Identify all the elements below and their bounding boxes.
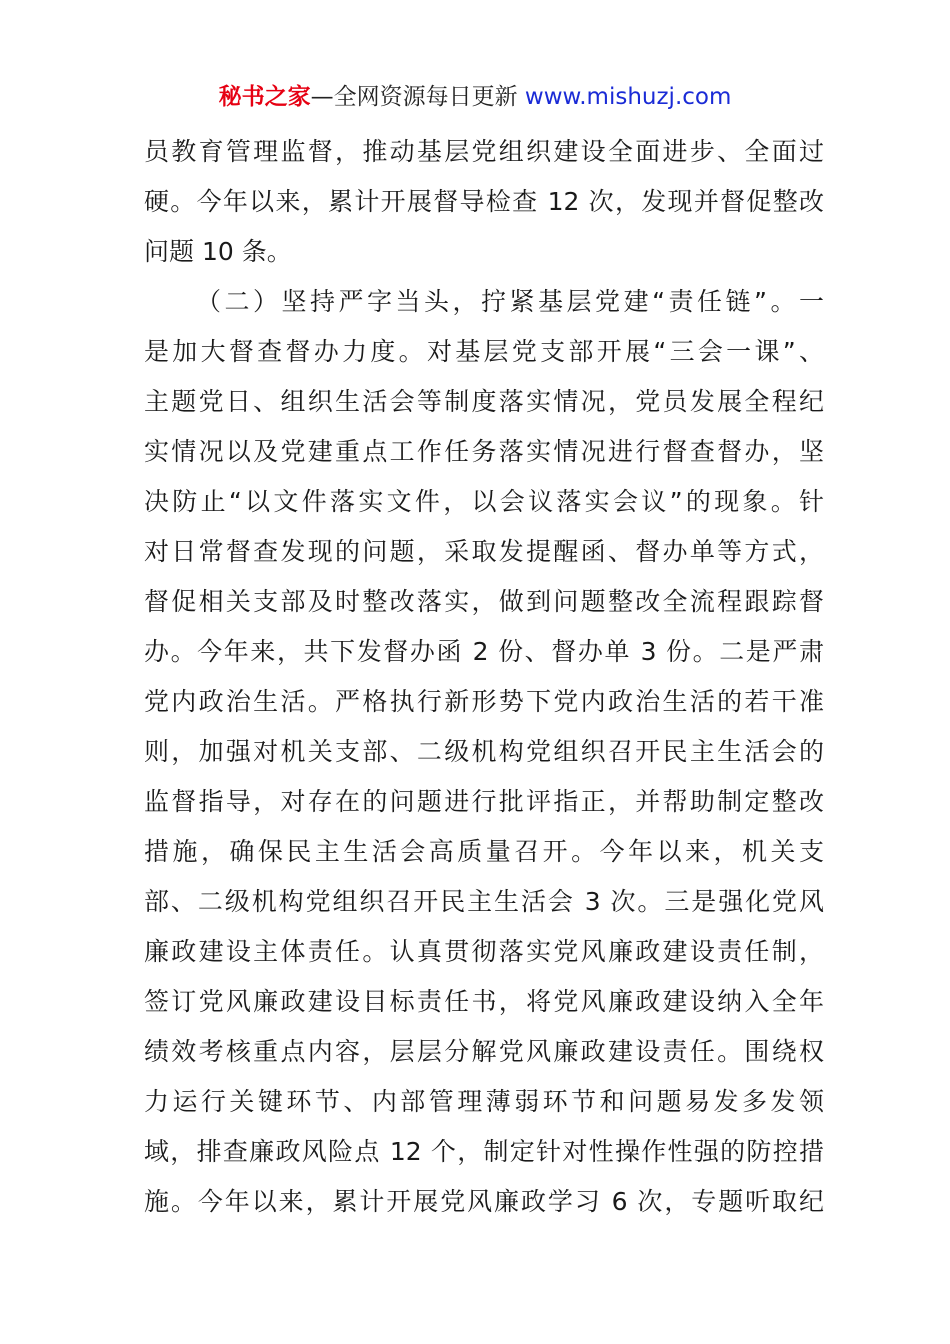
text-line: 决防止“以文件落实文件，以会议落实会议”的现象。针 [144,487,824,516]
brand-name: 秘书之家 [218,84,311,110]
text-line: 力运行关键环节、内部管理薄弱环节和问题易发多发领 [144,1087,824,1116]
text-line: 主题党日、组织生活会等制度落实情况，党员发展全程纪 [144,387,824,416]
text-line: 廉政建设主体责任。认真贯彻落实党风廉政建设责任制， [144,937,824,966]
text-line: 实情况以及党建重点工作任务落实情况进行督查督办，坚 [144,437,824,466]
text-line: 员教育管理监督，推动基层党组织建设全面进步、全面过 [144,137,824,166]
text-line: 监督指导，对存在的问题进行批评指正，并帮助制定整改 [144,787,824,816]
text-line: 则，加强对机关支部、二级机构党组织召开民主生活会的 [144,737,824,766]
text-line: 域，排查廉政风险点 12 个，制定针对性操作性强的防控措 [144,1137,824,1166]
paragraph [144,127,824,277]
text-line: 部、二级机构党组织召开民主生活会 3 次。三是强化党风 [144,887,824,916]
text-line: （二）坚持严字当头，拧紧基层党建“责任链”。一 [196,287,824,316]
text-line: 措施，确保民主生活会高质量召开。今年以来，机关支 [144,837,824,866]
text-line: 硬。今年以来，累计开展督导检查 12 次，发现并督促整改 [144,187,824,216]
site-url-link[interactable]: www.mishuzj.com [524,84,732,110]
text-line: 问题 10 条。 [144,237,292,266]
text-line: 绩效考核重点内容，层层分解党风廉政建设责任。围绕权 [144,1037,824,1066]
text-line: 督促相关支部及时整改落实，做到问题整改全流程跟踪督 [144,587,824,616]
text-line: 对日常督查发现的问题，采取发提醒函、督办单等方式， [144,537,824,566]
text-line: 办。今年来，共下发督办函 2 份、督办单 3 份。二是严肃 [144,637,824,666]
text-line: 签订党风廉政建设目标责任书，将党风廉政建设纳入全年 [144,987,824,1016]
paragraph [144,277,824,1227]
text-line: 施。今年以来，累计开展党风廉政学习 6 次，专题听取纪 [144,1187,824,1216]
header-tagline: —全网资源每日更新 [310,84,518,110]
document-body [144,127,824,1227]
text-line: 党内政治生活。严格执行新形势下党内政治生活的若干准 [144,687,824,716]
site-header [0,82,950,112]
text-line: 是加大督查督办力度。对基层党支部开展“三会一课”、 [144,337,824,366]
